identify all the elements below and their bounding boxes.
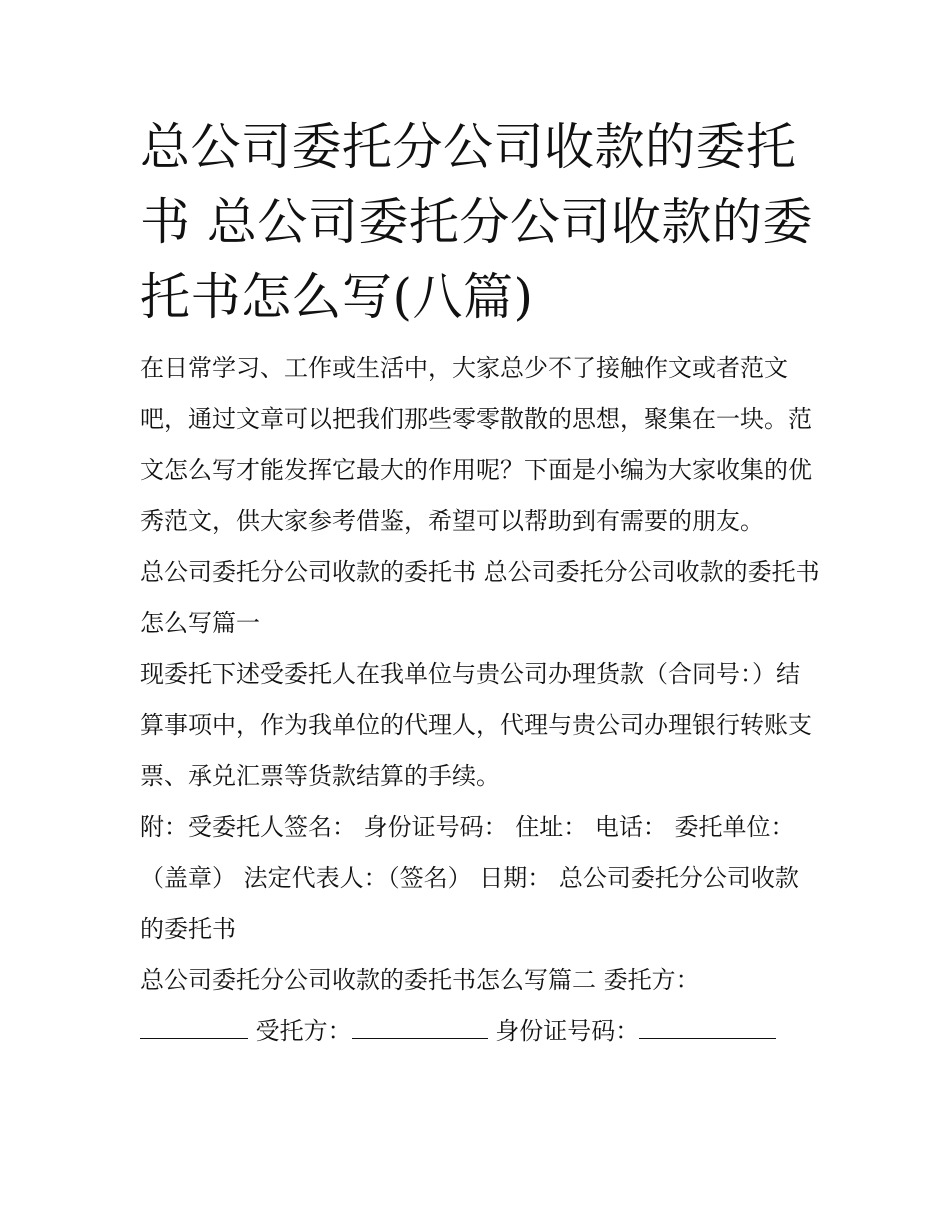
id-number-label: 身份证号码： — [495, 1017, 640, 1045]
intro-paragraph: 在日常学习、工作或生活中，大家总少不了接触作文或者范文吧，通过文章可以把我们那些零零散散的思想，聚集在一块。范文怎么写才能发挥它最大的作用呢？下面是小编为大家收集的优秀范文，供大家参考借鉴，希望可以帮助到有需要的朋友。 — [140, 354, 812, 535]
attachment-paragraph: 附：受委托人签名： 身份证号码： 住址： 电话： 委托单位：（盖章） 法定代表人：（签名） 日期： 总公司委托分公司收款的委托书 — [140, 813, 799, 943]
trustee-blank — [352, 1018, 488, 1039]
principal-blank — [140, 1018, 248, 1039]
document-title: 总公司委托分公司收款的委托书 总公司委托分公司收款的委托书怎么写(八篇) — [140, 118, 813, 326]
document-page — [140, 110, 820, 1057]
id-number-blank — [639, 1018, 776, 1039]
form-line-paragraph — [140, 955, 820, 1057]
section-heading-2: 总公司委托分公司收款的委托书怎么写篇二 委托方： — [140, 966, 700, 994]
trustee-label: 受托方： — [255, 1017, 352, 1045]
section-heading-1: 总公司委托分公司收款的委托书 总公司委托分公司收款的委托书怎么写篇一 — [140, 558, 820, 637]
delegation-paragraph: 现委托下述受委托人在我单位与贵公司办理货款（合同号：）结算事项中，作为我单位的代理人，代理与贵公司办理银行转账支票、承兑汇票等货款结算的手续。 — [140, 660, 812, 790]
